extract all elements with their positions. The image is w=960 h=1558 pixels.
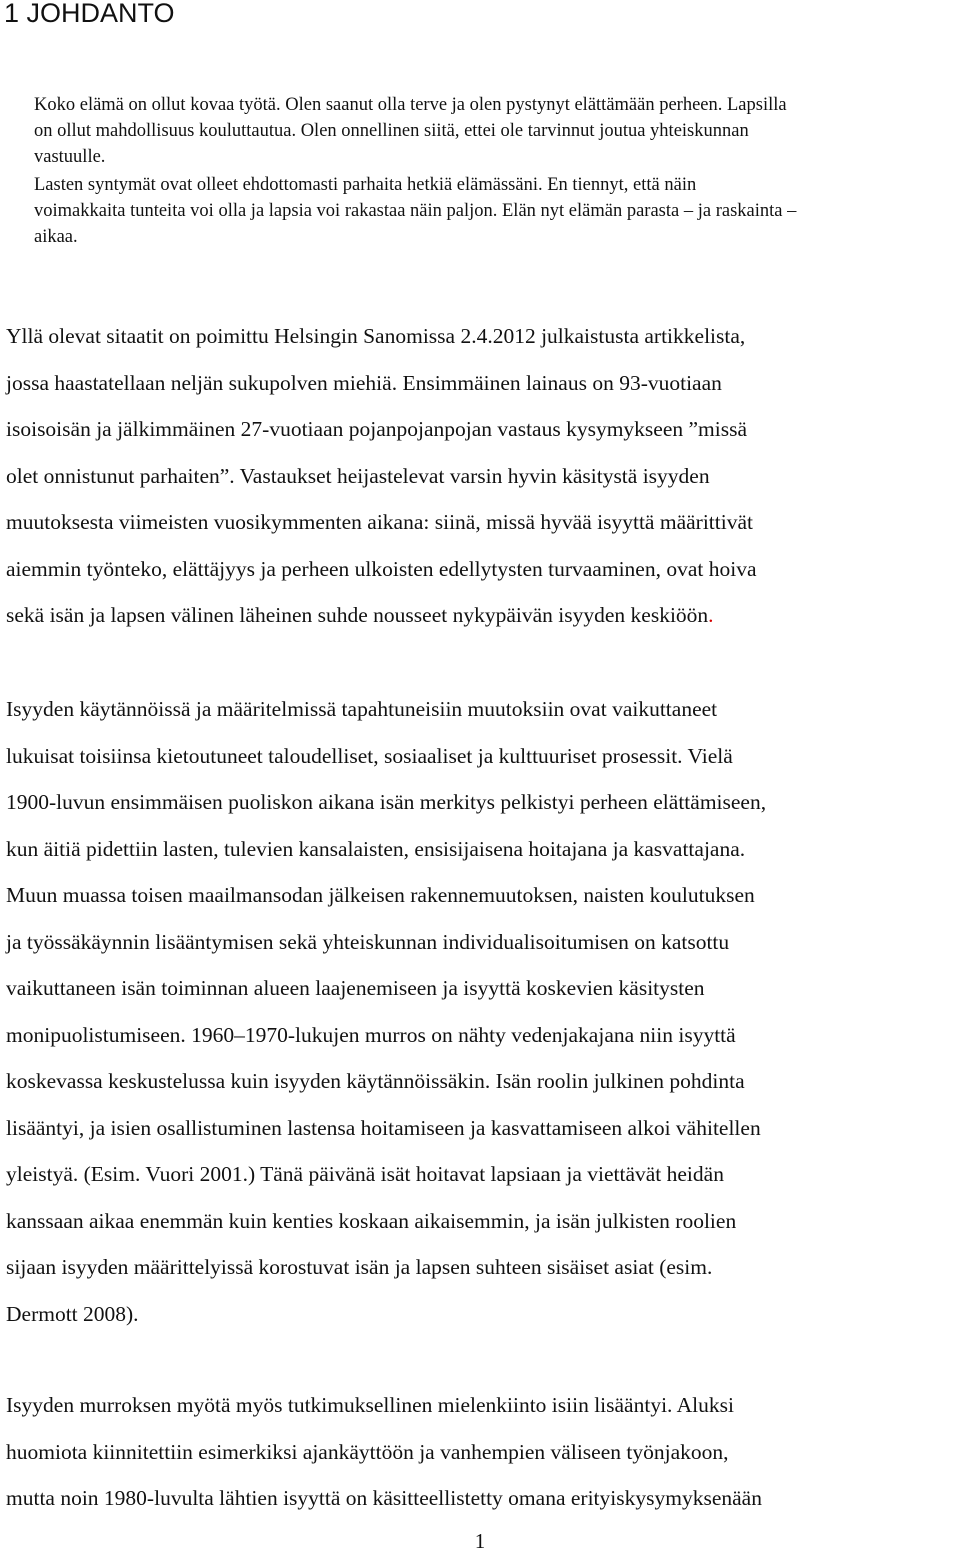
quote-block-2: [34, 172, 940, 250]
paragraph-line: Dermott 2008).: [6, 1301, 139, 1326]
paragraph-2: [6, 686, 956, 1337]
highlighted-period: .: [708, 603, 714, 627]
paragraph-line: huomiota kiinnitettiin esimerkiksi ajankäyttöön ja vanhempien väliseen työnjakoon,: [6, 1439, 729, 1464]
paragraph-line: isoisoisän ja jälkimmäinen 27-vuotiaan pojanpojanpojan vastaus kysymykseen ”missä: [6, 417, 748, 441]
quote-line: Koko elämä on ollut kovaa työtä. Olen saanut olla terve ja olen pystynyt elättämään perheen. Lapsilla: [34, 95, 787, 115]
quote-line: vastuulle.: [34, 147, 106, 167]
chapter-heading: 1 JOHDANTO: [4, 0, 175, 28]
quote-line: voimakkaita tunteita voi olla ja lapsia voi rakastaa näin paljon. Elän nyt elämän parasta – ja raskainta –: [34, 201, 797, 221]
paragraph-line: monipuolistumiseen. 1960–1970-lukujen murros on nähty vedenjakajana niin isyyttä: [6, 1022, 736, 1047]
paragraph-line: ja työssäkäynnin lisääntymisen sekä yhteiskunnan individualisoitumisen on katsottu: [6, 929, 730, 954]
paragraph-line: koskevassa keskustelussa kuin isyyden käytännöissäkin. Isän roolin julkinen pohdinta: [6, 1069, 745, 1093]
paragraph-last-line: [6, 592, 956, 639]
paragraph-line: lukuisat toisiinsa kietoutuneet taloudelliset, sosiaaliset ja kulttuuriset prosessit. Vielä: [6, 743, 733, 768]
quote-block-1: [34, 92, 940, 170]
paragraph-line: Yllä olevat sitaatit on poimittu Helsingin Sanomissa 2.4.2012 julkaistusta artikkelista,: [6, 324, 746, 348]
paragraph-line: sijaan isyyden määrittelyissä korostuvat isän ja lapsen suhteen sisäiset asiat (esim.: [6, 1255, 713, 1279]
quote-line: aikaa.: [34, 227, 78, 247]
paragraph-line: muutoksesta viimeisten vuosikymmenten aikana: siinä, missä hyvää isyyttä määrittivät: [6, 510, 753, 534]
page-number: 1: [474, 1529, 486, 1553]
paragraph-line: lisääntyi, ja isien osallistuminen lastensa hoitamiseen ja kasvattamiseen alkoi vähitellen: [6, 1115, 761, 1140]
paragraph-3: [6, 1382, 956, 1522]
quote-line: Lasten syntymät ovat olleet ehdottomasti parhaita hetkiä elämässäni. En tiennyt, että näin: [34, 175, 697, 195]
paragraph-line: vaikuttaneen isän toiminnan alueen laajenemiseen ja isyyttä koskevien käsitysten: [6, 976, 705, 1000]
paragraph-line: kun äitiä pidettiin lasten, tulevien kansalaisten, ensisijaisena hoitajana ja kasvattajana.: [6, 836, 746, 861]
paragraph-line: Muun muassa toisen maailmansodan jälkeisen rakennemuutoksen, naisten koulutuksen: [6, 883, 755, 907]
paragraph-line: Isyyden murroksen myötä myös tutkimuksellinen mielenkiinto isiin lisääntyi. Aluksi: [6, 1393, 734, 1417]
paragraph-line: olet onnistunut parhaiten”. Vastaukset heijastelevat varsin hyvin käsitystä isyyden: [6, 463, 710, 488]
paragraph-line: aiemmin työnteko, elättäjyys ja perheen ulkoisten edellytysten turvaaminen, ovat hoiva: [6, 556, 757, 581]
paragraph-line: Isyyden käytännöissä ja määritelmissä tapahtuneisiin muutoksiin ovat vaikuttaneet: [6, 697, 718, 721]
paragraph-line: mutta noin 1980-luvulta lähtien isyyttä on käsitteellistetty omana erityiskysymyksenään: [6, 1486, 762, 1510]
paragraph-line: 1900-luvun ensimmäisen puoliskon aikana isän merkitys pelkistyi perheen elättämiseen,: [6, 790, 767, 814]
quote-line: on ollut mahdollisuus kouluttautua. Olen onnellinen siitä, ettei ole tarvinnut joutua yhteiskunnan: [34, 121, 749, 141]
paragraph-line-text: sekä isän ja lapsen välinen läheinen suhde nousseet nykypäivän isyyden keskiöön: [6, 603, 709, 627]
paragraph-line: kanssaan aikaa enemmän kuin kenties koskaan aikaisemmin, ja isän julkisten roolien: [6, 1208, 737, 1233]
paragraph-line: yleistyä. (Esim. Vuori 2001.) Tänä päivänä isät hoitavat lapsiaan ja viettävät heidän: [6, 1162, 724, 1186]
paragraph-1: [6, 313, 956, 639]
paragraph-line: jossa haastatellaan neljän sukupolven miehiä. Ensimmäinen lainaus on 93-vuotiaan: [6, 370, 722, 395]
